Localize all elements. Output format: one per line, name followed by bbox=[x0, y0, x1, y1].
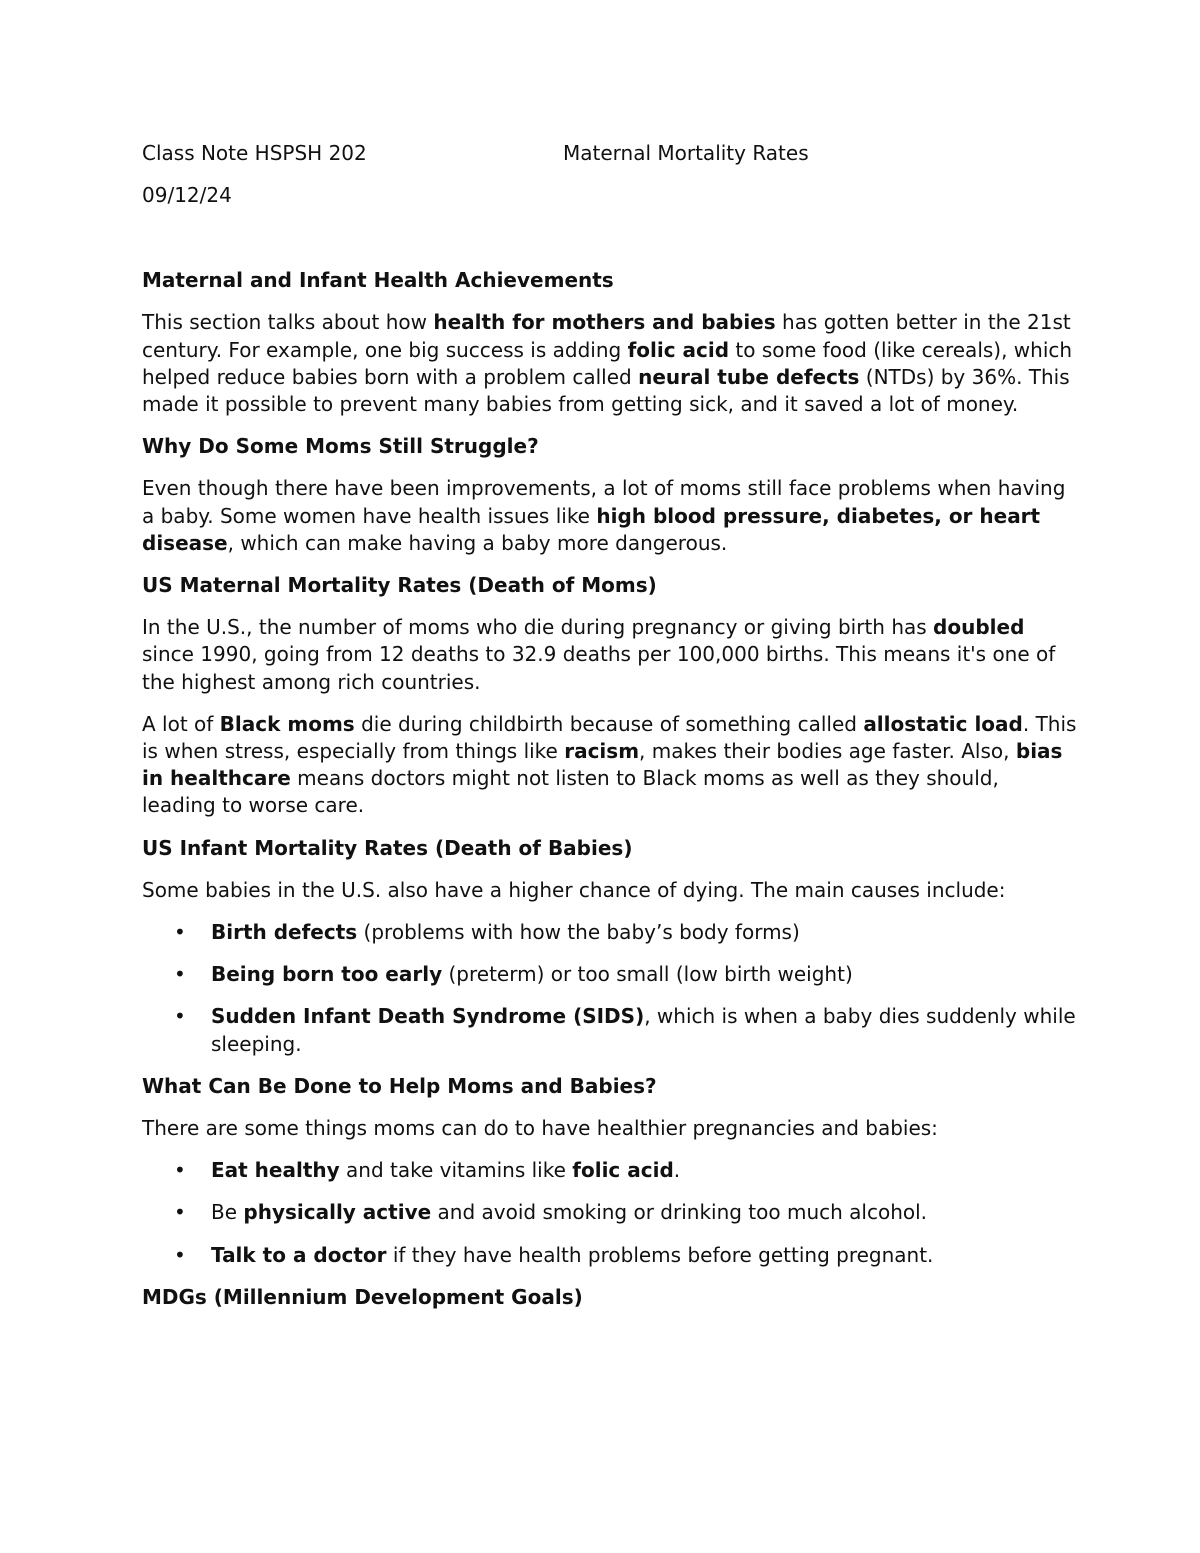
course-title: Class Note HSPSH 202 bbox=[142, 141, 367, 165]
heading-help: What Can Be Done to Help Moms and Babies? bbox=[142, 1073, 657, 1098]
bullet-icon: • bbox=[174, 1200, 186, 1225]
heading-achievements: Maternal and Infant Health Achievements bbox=[142, 268, 614, 293]
note-topic: Maternal Mortality Rates bbox=[563, 141, 809, 165]
bullet-icon: • bbox=[174, 920, 186, 945]
list-item: • Be physically active and avoid smoking or drinking too much alcohol. bbox=[142, 1199, 1077, 1226]
list-item: • Sudden Infant Death Syndrome (SIDS), which is when a baby dies suddenly while sleeping. bbox=[174, 1004, 1076, 1056]
paragraph-maternal-2: A lot of Black moms die during childbirth because of something called allostatic load. This is when stress, especially from things like racism, makes their bodies age faster. Also, bias in healthcare means doctors might not listen to Black moms as well as they should, leading to worse care. bbox=[142, 711, 1077, 818]
list-item: • Birth defects (problems with how the baby’s body forms) bbox=[142, 919, 1077, 946]
paragraph-maternal-1: In the U.S., the number of moms who die during pregnancy or giving birth has doubled since 1990, going from 12 deaths to 32.9 deaths per 100,000 births. This means it's one of the highest among rich countries. bbox=[142, 615, 1056, 694]
paragraph-struggle: Even though there have been improvements, a lot of moms still face problems when having a baby. Some women have health issues like high blood pressure, diabetes, or heart disease, which can make having a baby more dangerous. bbox=[142, 476, 1066, 555]
list-item: • Eat healthy and take vitamins like folic acid. bbox=[142, 1157, 1077, 1184]
bullet-icon: • bbox=[174, 1158, 186, 1183]
heading-infant-mortality: US Infant Mortality Rates (Death of Babies) bbox=[142, 835, 633, 860]
heading-maternal-mortality: US Maternal Mortality Rates (Death of Moms) bbox=[142, 573, 657, 598]
note-date: 09/12/24 bbox=[142, 183, 232, 207]
bullet-icon: • bbox=[174, 1004, 186, 1029]
header-row bbox=[142, 140, 1077, 167]
heading-mdgs: MDGs (Millennium Development Goals) bbox=[142, 1284, 583, 1309]
bullet-icon: • bbox=[174, 1242, 186, 1267]
paragraph-achievements: This section talks about how health for mothers and babies has gotten better in the 21st century. For example, one big success is adding folic acid to some food (like cereals), which helped reduce babies born with a problem called neural tube defects (NTDs) by 36%. This made it possible to prevent many babies from getting sick, and it saved a lot of money. bbox=[142, 310, 1073, 417]
list-infant-causes bbox=[142, 919, 1077, 1058]
paragraph-infant-intro: Some babies in the U.S. also have a higher chance of dying. The main causes include: bbox=[142, 877, 1006, 902]
document-page bbox=[142, 140, 1077, 1311]
bullet-icon: • bbox=[174, 962, 186, 987]
list-item: • Being born too early (preterm) or too small (low birth weight) bbox=[142, 961, 1077, 988]
list-help-actions bbox=[142, 1157, 1077, 1269]
heading-struggle: Why Do Some Moms Still Struggle? bbox=[142, 434, 539, 459]
paragraph-help-intro: There are some things moms can do to have healthier pregnancies and babies: bbox=[142, 1116, 938, 1141]
list-item: • Talk to a doctor if they have health problems before getting pregnant. bbox=[142, 1242, 1077, 1269]
